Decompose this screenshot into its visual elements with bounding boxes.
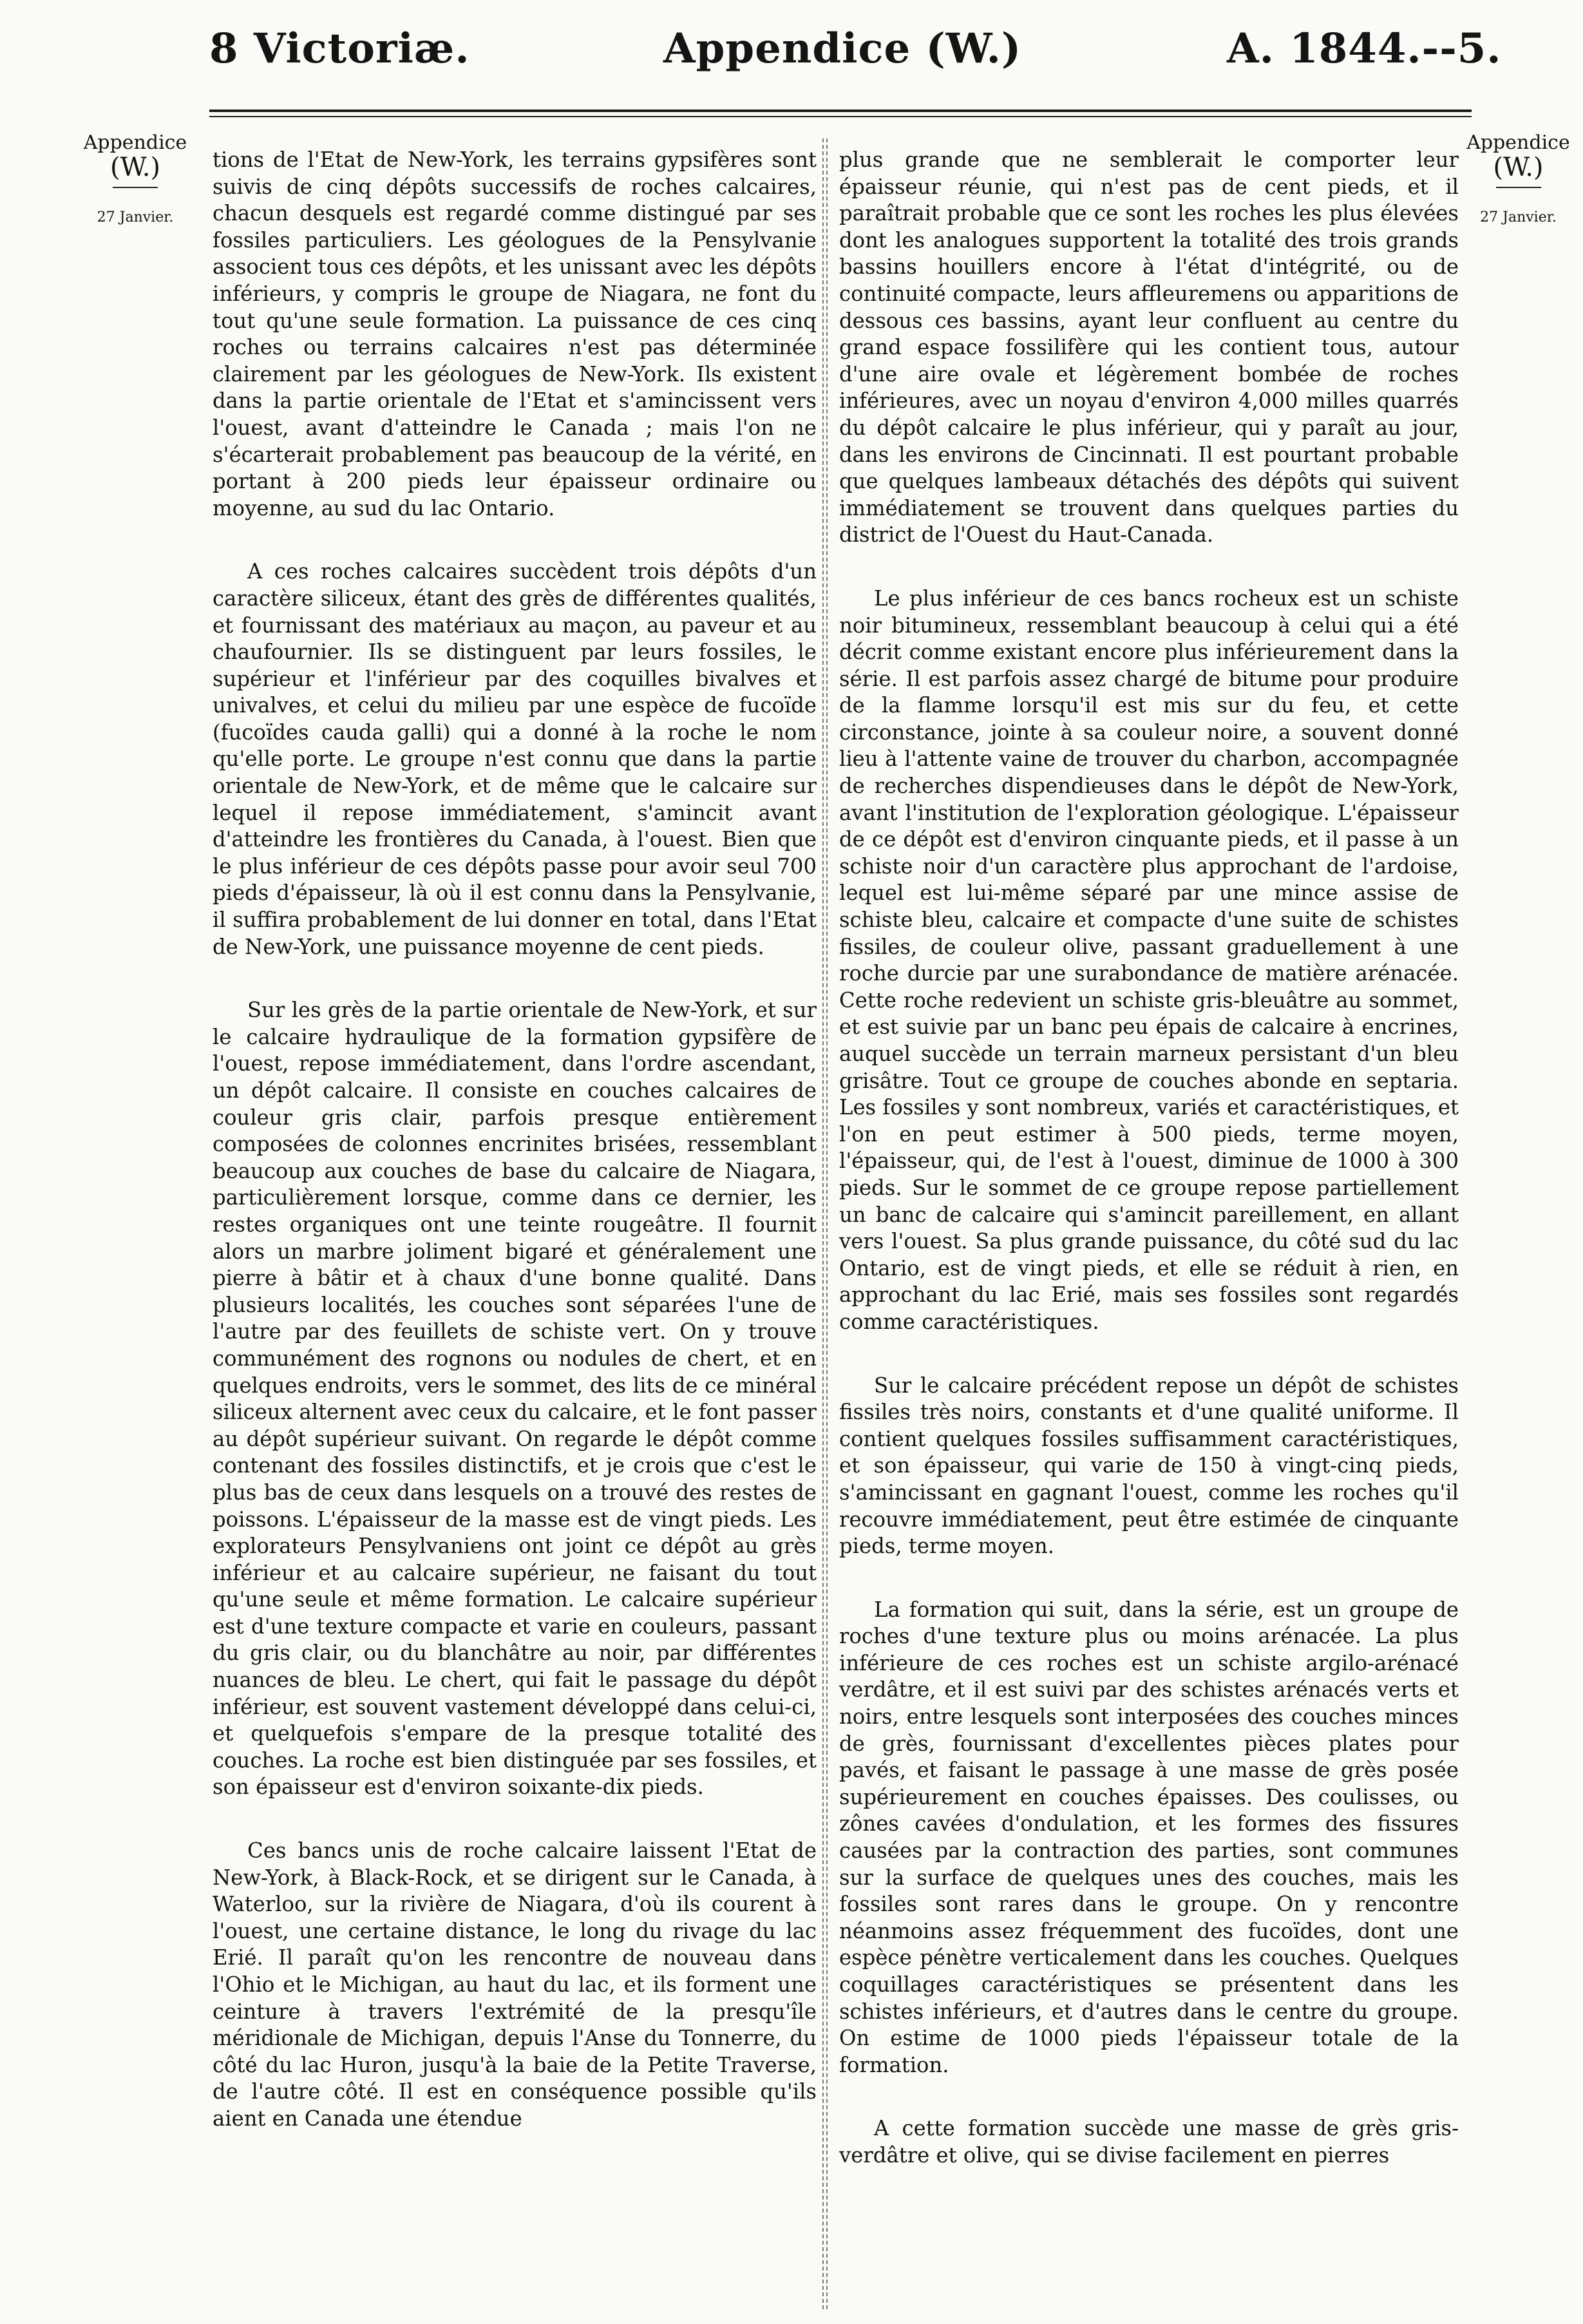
margin-note-date: 27 Janvier. [1480,209,1557,225]
header-session: 8 Victoriæ. [209,24,470,73]
paragraph: tions de l'Etat de New-York, les terrains gypsifères sont suivis de cinq dépôts successifs de roches calcaires, chacun desquels est regardé comme distingué par ses fossiles particuliers. Les géologues de la Pensylvanie associent tous ces dépôts, et les unissant avec les dépôts inférieurs, y compris le groupe de Niagara, ne font du tout qu'une seule formation. La puissance de ces cinq roches ou terrains calcaires n'est pas déterminée clairement par les géologues de New-York. Ils existent dans la partie orientale de l'Etat et s'amincissent vers l'ouest, avant d'atteindre le Canada ; mais l'on ne s'écarterait probablement pas beaucoup de la vérité, en portant à 200 pieds leur épaisseur ordinaire ou moyenne, au sud du lac Ontario. [213,148,817,520]
margin-note-rule [1496,187,1541,188]
column-divider [822,138,828,2309]
paragraph: A cette formation succède une masse de grès gris-verdâtre et olive, qui se divise facilement en pierres [839,2116,1459,2167]
margin-note-code: (W.) [109,153,161,182]
right-column [839,147,1459,2169]
margin-note-code: (W.) [1493,153,1544,182]
margin-note-left [71,132,200,225]
paragraph: Ces bancs unis de roche calcaire laissent l'Etat de New-York, à Black-Rock, et se dirigent sur le Canada, à Waterloo, sur la rivière de Niagara, d'où ils courent à l'ouest, une certaine distance, le long du rivage du lac Erié. Il paraît qu'on les rencontre de nouveau dans l'Ohio et le Michigan, au haut du lac, et ils forment une ceinture à travers l'extrémité de la presqu'île méridionale de Michigan, depuis l'Anse du Tonnerre, du côté du lac Huron, jusqu'à la baie de la Petite Traverse, de l'autre côté. Il est en conséquence possible qu'ils aient en Canada une étendue [213,1838,817,2131]
margin-note-title: Appendice [83,131,187,154]
paragraph: A ces roches calcaires succèdent trois dépôts d'un caractère siliceux, étant des grès de différentes qualités, et fournissant des matériaux au maçon, au paveur et au chaufournier. Ils se distinguent par leurs fossiles, le supérieur et l'inférieur par des coquilles bivalves et univalves, et celui du milieu par une espèce de fucoïde (fucoïdes cauda galli) qui a donné à la roche le nom qu'elle porte. Le groupe n'est connu que dans la partie orientale de New-York, et de même que le calcaire sur lequel il repose immédiatement, s'amincit avant d'atteindre les frontières du Canada, à l'ouest. Bien que le plus inférieur de ces dépôts passe pour avoir seul 700 pieds d'épaisseur, là où il est connu dans la Pensylvanie, il suffira probablement de lui donner en total, dans l'Etat de New-York, une puissance moyenne de cent pieds. [213,559,817,959]
paragraph: Le plus inférieur de ces bancs rocheux est un schiste noir bitumineux, ressemblant beaucoup à celui qui a été décrit comme existant encore plus inférieurement dans la série. Il est parfois assez chargé de bitume pour produire de la flamme lorsqu'il est mis sur du feu, et cette circonstance, jointe à sa couleur noire, a souvent donné lieu à l'attente vaine de trouver du charbon, accompagnée de recherches dispendieuses dans le dépôt de New-York, avant l'institution de l'exploration géologique. L'épaisseur de ce dépôt est d'environ cinquante pieds, et il passe à un schiste noir d'un caractère plus approchant de l'ardoise, lequel est lui-même séparé par une mince assise de schiste bleu, calcaire et compacte d'une suite de schistes fissiles, de couleur olive, passant graduellement à une roche durcie par une surabondance de matière arénacée. Cette roche redevient un schiste gris-bleuâtre au sommet, et est suivie par un banc peu épais de calcaire à encrines, auquel succède un terrain marneux persistant d'un bleu grisâtre. Tout ce groupe de couches abonde en septaria. Les fossiles y sont nombreux, variés et caractéristiques, et l'on en peut estimer à 500 pieds, terme moyen, l'épaisseur, qui, de l'est à l'ouest, diminue de 1000 à 300 pieds. Sur le sommet de ce groupe repose partiellement un banc de calcaire qui s'amincit pareillement, en allant vers l'ouest. Sa plus grande puissance, du côté sud du lac Ontario, est de vingt pieds, et elle se réduit à rien, en approchant du lac Erié, mais ses fossiles sont regardés comme caractéristiques. [839,586,1459,1334]
paragraph: Sur les grès de la partie orientale de New-York, et sur le calcaire hydraulique de la formation gypsifère de l'ouest, repose immédiatement, dans l'ordre ascendant, un dépôt calcaire. Il consiste en couches calcaires de couleur gris clair, parfois presque entièrement composées de colonnes encrinites brisées, ressemblant beaucoup aux couches de base du calcaire de Niagara, particulièrement lorsque, comme dans ce dernier, les restes organiques ont une teinte rougeâtre. Il fournit alors un marbre joliment bigaré et généralement une pierre à bâtir et à chaux d'une bonne qualité. Dans plusieurs localités, les couches sont séparées l'une de l'autre par des feuillets de schiste vert. On y trouve communément des rognons ou nodules de chert, et en quelques endroits, vers le sommet, des lits de ce minéral siliceux alternent avec ceux du calcaire, et le font passer au dépôt supérieur suivant. On regarde le dépôt comme contenant des fossiles distinctifs, et je crois que c'est le plus bas de ceux dans lesquels on a trouvé des restes de poissons. L'épaisseur de la masse est de vingt pieds. Les explorateurs Pensylvaniens ont joint ce dépôt au grès inférieur et au calcaire supérieur, ne faisant du tout qu'une seule et même formation. Le calcaire supérieur est d'une texture compacte et varie en couleurs, passant du gris clair, ou du blanchâtre au noir, par différentes nuances de bleu. Le chert, qui fait le passage du dépôt inférieur, est souvent vastement développé dans celui-ci, et quelquefois s'empare de la presque totalité des couches. La roche est bien distinguée par ses fossiles, et son épaisseur est d'environ soixante-dix pieds. [213,998,817,1800]
paragraph: La formation qui suit, dans la série, est un groupe de roches d'une texture plus ou moins arénacée. La plus inférieure de ces roches est un schiste argilo-arénacé verdâtre, et il est suivi par des schistes arénacés verts et noirs, entre lesquels sont interposées des couches minces de grès, fournissant d'excellentes pièces plates pour pavés, et faisant le passage à une masse de grès posée supérieurement en couches épaisses. Des coulisses, ou zônes cavées d'ondulation, et les formes des fissures causées par la contraction des parties, sont communes sur la surface de quelques unes des couches, mais les fossiles sont rares dans le groupe. On y rencontre néanmoins assez fréquemment des fucoïdes, dont une espèce pénètre verticalement dans les couches. Quelques coquillages caractéristiques se présentent dans les schistes inférieurs, et d'autres dans le centre du groupe. On estime de 1000 pieds l'épaisseur totale de la formation. [839,1597,1459,2077]
margin-note-date: 27 Janvier. [97,209,174,225]
paragraph: Sur le calcaire précédent repose un dépôt de schistes fissiles très noirs, constants et d'une qualité uniforme. Il contient quelques fossiles suffisamment caractéristiques, et son épaisseur, qui varie de 150 à vingt-cinq pieds, s'amincissant en gagnant l'ouest, comme les roches qu'il recouvre immédiatement, peut être estimée de cinquante pieds, terme moyen. [839,1373,1459,1559]
header-rule-thin [209,116,1472,117]
paragraph: plus grande que ne semblerait le comporter leur épaisseur réunie, qui n'est pas de cent pieds, et il paraîtrait probable que ce sont les roches les plus élevées dont les analogues supportent la totalité des trois grands bassins houillers encore à l'état d'intégrité, ou de continuité compacte, leurs affleuremens ou apparitions de dessous ces bassins, ayant leur confluent au centre du grand espace fossilifère qui les contient tous, autour d'une aire ovale et légèrement bombée de roches inférieures, avec un noyau d'environ 4,000 milles quarrés du dépôt calcaire le plus inférieur, qui y paraît au jour, dans les environs de Cincinnati. Il est pourtant probable que quelques lambeaux détachés des dépôts qui suivent immédiatement se trouvent dans quelques parties du district de l'Ouest du Haut-Canada. [839,148,1459,548]
margin-note-rule [113,187,158,188]
margin-note-right [1459,132,1578,225]
running-header [0,24,1583,95]
left-column [213,147,817,2133]
header-year: A. 1844.--5. [1227,24,1502,73]
header-appendix: Appendice (W.) [663,24,1022,73]
margin-note-title: Appendice [1466,131,1570,154]
header-rule [209,110,1472,112]
